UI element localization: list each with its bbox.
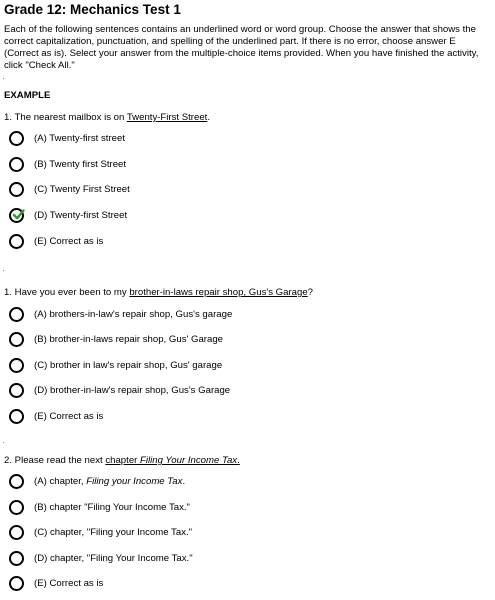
- option-text: (D) chapter, "Filing Your Income Tax.": [34, 552, 193, 564]
- option-text: (C) brother in law's repair shop, Gus' garage: [34, 359, 223, 371]
- q1-option-d[interactable]: [9, 380, 230, 400]
- q1-option-a[interactable]: [9, 304, 232, 324]
- option-text: (B) Twenty first Street: [34, 158, 127, 170]
- dot-separator: [3, 270, 4, 271]
- page-title: Grade 12: Mechanics Test 1: [4, 2, 181, 17]
- underlined-end: .: [237, 455, 240, 466]
- question-1: [4, 287, 313, 298]
- option-text: (C) Twenty First Street: [34, 183, 130, 195]
- example-option-e[interactable]: [9, 231, 103, 251]
- q1-option-b[interactable]: [9, 329, 223, 349]
- question-suffix: ?: [307, 287, 313, 298]
- radio-button[interactable]: [9, 182, 24, 197]
- radio-button[interactable]: [9, 157, 24, 172]
- instructions-text: Each of the following sentences contains an underlined word or word group. Choose the answer that shows the correct capitalization, punctuation, and spelling of the underlined part. If there is no error, choose answer E (Correct as is). Select your answer from the multiple-choice items provided. When you have finished the activity, click "Check All.": [4, 24, 479, 71]
- q2-option-e[interactable]: [9, 573, 103, 593]
- option-text: (B) brother-in-laws repair shop, Gus' Garage: [34, 333, 223, 345]
- q2-option-b[interactable]: [9, 497, 190, 517]
- underlined-italic: Filing Your Income Tax: [140, 455, 238, 466]
- underlined-part: brother-in-laws repair shop, Gus's Garage: [129, 287, 308, 298]
- dot-separator: [3, 78, 4, 79]
- example-question: [4, 112, 210, 123]
- radio-button[interactable]: [9, 551, 24, 566]
- radio-button[interactable]: [9, 409, 24, 424]
- underlined-part: Twenty-First Street: [126, 112, 208, 123]
- q2-option-a[interactable]: [9, 471, 185, 491]
- radio-button[interactable]: [9, 307, 24, 322]
- question-text: 2. Please read the next: [4, 455, 106, 466]
- option-text: (E) Correct as is: [34, 410, 104, 422]
- option-text: (A) Twenty-first street: [34, 132, 125, 144]
- question-text: 1. Have you ever been to my: [4, 287, 130, 298]
- radio-button[interactable]: [9, 500, 24, 515]
- dot-separator: [3, 442, 4, 443]
- option-plain: (A) chapter,: [34, 475, 87, 487]
- check-mark-icon: [12, 208, 25, 221]
- option-end: .: [182, 475, 186, 487]
- option-text: (C) chapter, "Filing your Income Tax.": [34, 526, 193, 538]
- radio-button-selected[interactable]: [9, 208, 24, 223]
- q1-option-e[interactable]: [9, 406, 103, 426]
- example-option-b[interactable]: [9, 154, 126, 174]
- question-2: [4, 455, 240, 466]
- option-text: (D) brother-in-law's repair shop, Gus's Garage: [34, 384, 231, 396]
- q2-option-c[interactable]: [9, 522, 192, 542]
- underlined-plain: chapter: [105, 455, 141, 466]
- q1-option-c[interactable]: [9, 355, 222, 375]
- radio-button[interactable]: [9, 474, 24, 489]
- example-label: EXAMPLE: [4, 90, 51, 101]
- option-text: (D) Twenty-first Street: [34, 209, 128, 221]
- radio-button[interactable]: [9, 525, 24, 540]
- example-option-d[interactable]: [9, 205, 127, 225]
- question-text: 1. The nearest mailbox is on: [4, 112, 127, 123]
- example-option-c[interactable]: [9, 179, 130, 199]
- option-text: (A) brothers-in-law's repair shop, Gus's garage: [34, 308, 233, 320]
- radio-button[interactable]: [9, 576, 24, 591]
- radio-button[interactable]: [9, 332, 24, 347]
- radio-button[interactable]: [9, 383, 24, 398]
- radio-button[interactable]: [9, 358, 24, 373]
- radio-button[interactable]: [9, 234, 24, 249]
- option-text: [34, 476, 185, 487]
- option-text: (E) Correct as is: [34, 577, 104, 589]
- option-italic: Filing your Income Tax: [86, 475, 183, 487]
- underlined-part: [105, 455, 239, 466]
- option-text: (B) chapter "Filing Your Income Tax.": [34, 501, 190, 513]
- radio-button[interactable]: [9, 131, 24, 146]
- q2-option-d[interactable]: [9, 548, 193, 568]
- example-option-a[interactable]: [9, 128, 125, 148]
- option-text: (E) Correct as is: [34, 235, 104, 247]
- question-suffix: .: [207, 112, 211, 123]
